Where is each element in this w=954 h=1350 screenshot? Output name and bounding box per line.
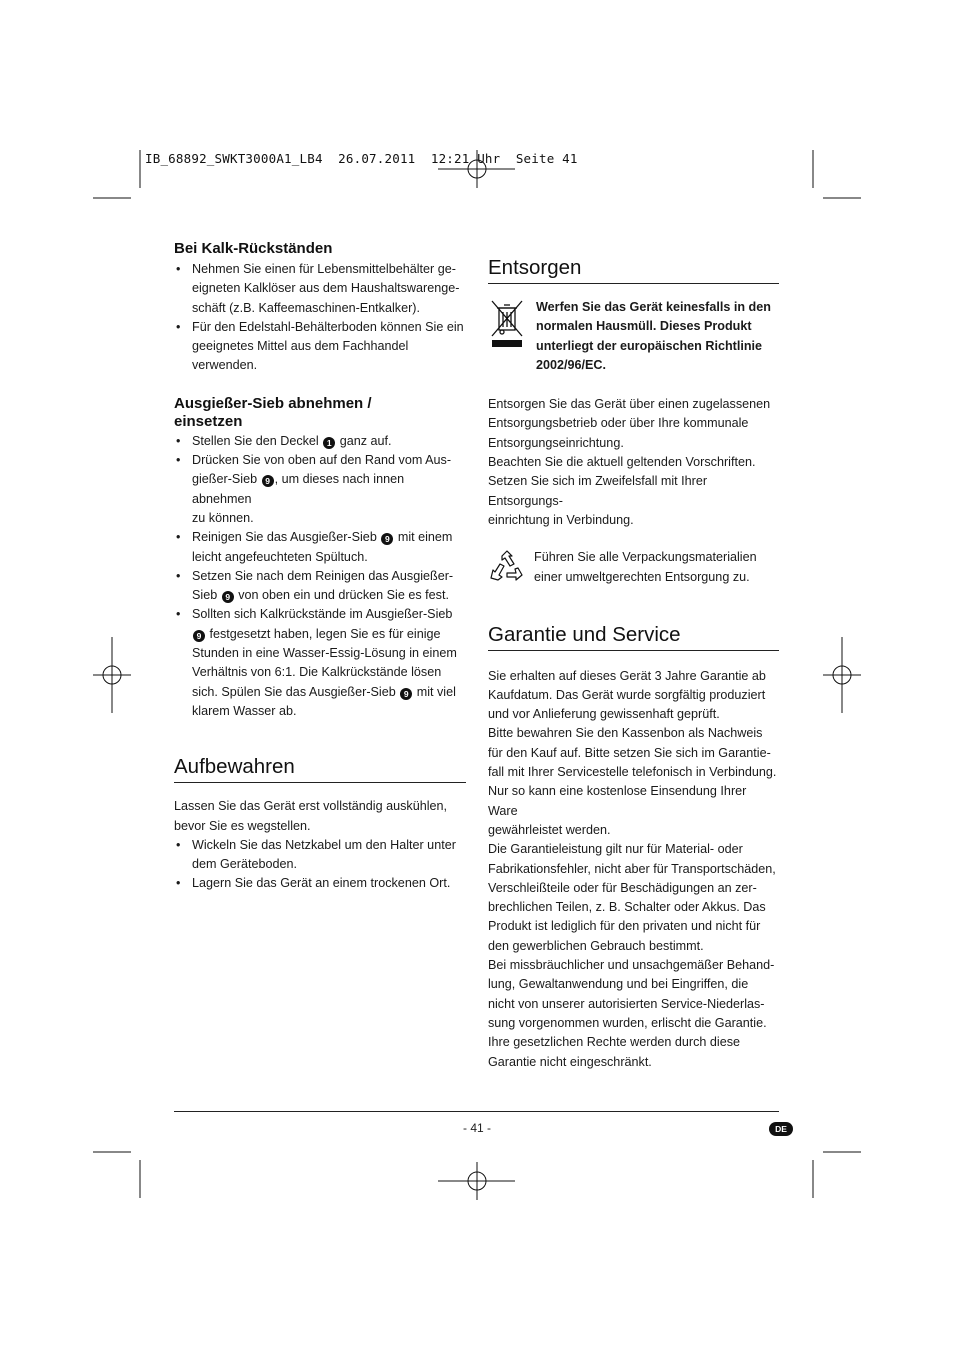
list-item: • Stellen Sie den Deckel 1 ganz auf.	[174, 432, 466, 451]
weee-notice	[488, 298, 779, 375]
list-item: • Für den Edelstahl-Behälterboden können Sie ein geeignetes Mittel aus dem Fachhandel verwenden.	[174, 318, 466, 376]
page-number: - 41 -	[462, 1121, 491, 1135]
list-item: • Drücken Sie von oben auf den Rand vom Aus- gießer-Sieb 9 , um dieses nach innen abnehmen zu können.	[174, 451, 466, 528]
part-number-badge: 9	[222, 591, 234, 603]
list-item: • Lagern Sie das Gerät an einem trockenen Ort.	[174, 874, 466, 893]
recycling-text: Führen Sie alle Verpackungsmaterialien einer umweltgerechten Entsorgung zu.	[534, 550, 757, 584]
footer-rule	[174, 1111, 779, 1112]
part-number-badge: 9	[400, 688, 412, 700]
part-number-badge: 1	[323, 437, 335, 449]
list-item: • Wickeln Sie das Netzkabel um den Halter unter dem Geräteboden.	[174, 836, 466, 875]
part-number-badge: 9	[193, 630, 205, 642]
right-column	[488, 256, 779, 1072]
list-item: • Setzen Sie nach dem Reinigen das Ausgießer- Sieb 9 von oben ein und drücken Sie es fest.	[174, 567, 466, 606]
part-number-badge: 9	[381, 533, 393, 545]
sieb-heading: Ausgießer-Sieb abnehmen / einsetzen	[174, 394, 372, 430]
recycle-icon	[488, 548, 526, 592]
weee-warning-text: Werfen Sie das Gerät keinesfalls in den normalen Hausmüll. Dieses Produkt unterliegt der europäischen Richtlinie 2002/96/EC.	[536, 300, 771, 372]
aufbewahren-heading: Aufbewahren	[174, 755, 466, 783]
garantie-body: Sie erhalten auf dieses Gerät 3 Jahre Garantie ab Kaufdatum. Das Gerät wurde sorgfältig produziert und vor Anlieferung gewissenhaft geprüft. Bitte bewahren Sie den Kassenbon als Nachweis für den Kauf auf. Bitte setzen Sie sich im Garantie- fall mit Ihrer Servicestelle telefonisch in Verbindung. Nur so kann eine kostenlose Einsendung Ihrer Ware gewährleistet werden. Die Garantieleistung gilt nur für Material- oder Fabrikationsfehler, nicht aber für Transportschäden, Verschleißteile oder für Beschädigungen an zer- brechlichen Teilen, z. B. Schalter oder Akkus. Das Produkt ist lediglich für den privaten und nicht für den gewerblichen Gebrauch bestimmt. Bei missbräuchlicher und unsachgemäßer Behand- lung, Gewaltanwendung und bei Eingriffen, die nicht von unserer autorisierten Service-Niederlas- sung vorgenommen wurden, erlischt die Garantie. Ihre gesetzlichen Rechte werden durch diese Garantie nicht eingeschränkt.	[488, 668, 777, 1069]
sieb-list	[174, 432, 466, 721]
kalk-heading: Bei Kalk-Rückständen	[174, 240, 333, 257]
garantie-heading: Garantie und Service	[488, 623, 779, 651]
crossed-bin-icon	[488, 298, 526, 375]
entsorgen-heading: Entsorgen	[488, 256, 779, 284]
aufbewahren-intro: Lassen Sie das Gerät erst vollständig auskühlen, bevor Sie es wegstellen.	[174, 799, 448, 833]
kalk-list	[174, 260, 466, 376]
list-item: • Sollten sich Kalkrückstände im Ausgießer-Sieb 9 festgesetzt haben, legen Sie es für einige Stunden in eine Wasser-Essig-Lösung in einem Verhältnis von 6:1. Die Kalkrückstände lösen sich. Spülen Sie das Ausgießer-Sieb 9 mit viel klarem Wasser ab.	[174, 605, 466, 721]
list-item: • Reinigen Sie das Ausgießer-Sieb 9 mit einem leicht angefeuchteten Spültuch.	[174, 528, 466, 567]
left-column	[174, 240, 466, 894]
part-number-badge: 9	[262, 475, 274, 487]
print-slug: IB_68892_SWKT3000A1_LB4 26.07.2011 12:21 Uhr Seite 41	[145, 151, 578, 166]
recycling-notice	[488, 548, 779, 592]
entsorgen-body: Entsorgen Sie das Gerät über einen zugelassenen Entsorgungsbetrieb oder über Ihre kommunale Entsorgungseinrichtung. Beachten Sie die aktuell geltenden Vorschriften. Setzen Sie sich im Zweifelsfall mit Ihrer Entsorgungs- einrichtung in Verbindung.	[488, 397, 771, 527]
language-badge: DE	[769, 1122, 793, 1136]
list-item: • Nehmen Sie einen für Lebensmittelbehälter ge- eigneten Kalklöser aus dem Haushaltswarenge- schäft (z.B. Kaffeemaschinen-Entkalker).	[174, 260, 466, 318]
aufbewahren-list	[174, 836, 466, 894]
